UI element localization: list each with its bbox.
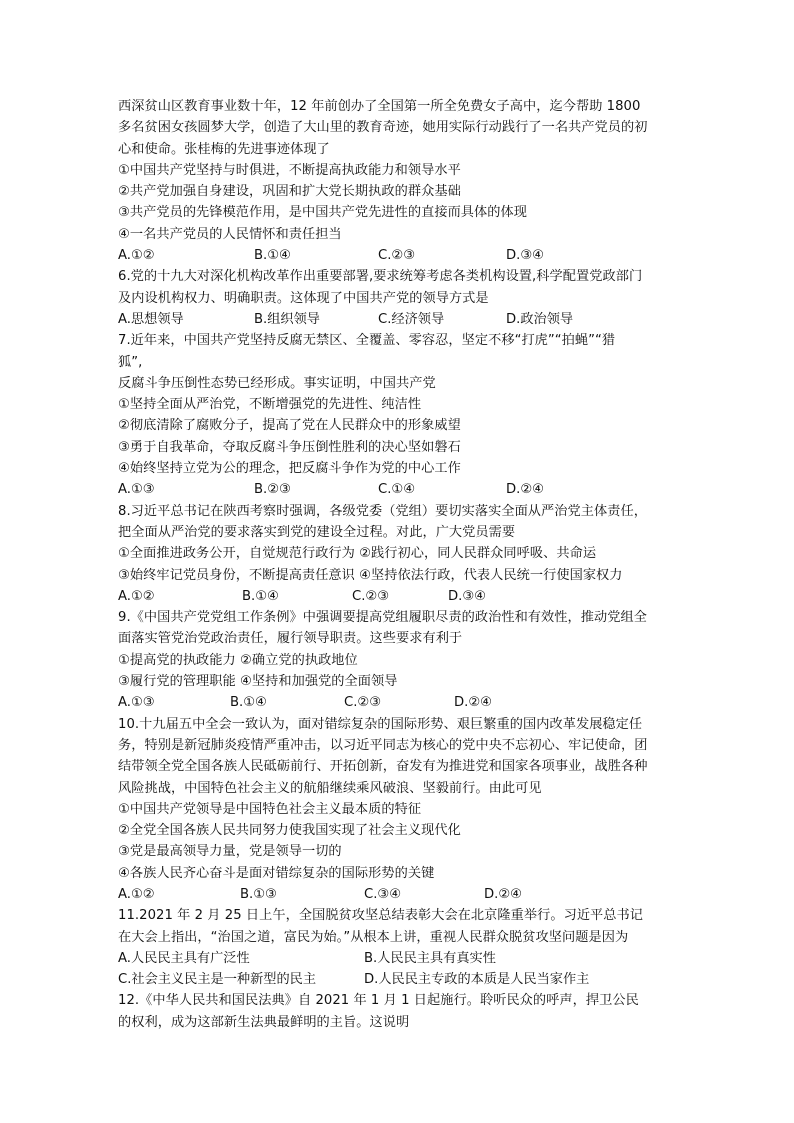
text-line: ②彻底清除了腐败分子，提高了党在人民群众中的形象威望 bbox=[118, 418, 461, 434]
text-line: ③党是最高领导力量，党是领导一切的 bbox=[118, 844, 342, 860]
option: A.思想领导 bbox=[118, 311, 184, 327]
text-line: ②共产党加强自身建设，巩固和扩大党长期执政的群众基础 bbox=[118, 184, 461, 200]
option: A.①③ bbox=[118, 482, 155, 498]
answer-options bbox=[118, 692, 678, 713]
option: C.③④ bbox=[364, 886, 402, 902]
text-line: 把全面从严治党的要求落实到党的建设全过程。对此，广大党员需要 bbox=[118, 524, 516, 540]
text-line: 的权利，成为这部新生法典最鲜明的主旨。这说明 bbox=[118, 1014, 410, 1030]
answer-options bbox=[118, 884, 678, 905]
text-line: 反腐斗争压倒性态势已经形成。事实证明，中国共产党 bbox=[118, 375, 436, 391]
option: D.②④ bbox=[484, 886, 522, 902]
option: A.①② bbox=[118, 886, 155, 902]
answer-options bbox=[118, 245, 678, 266]
option: B.②③ bbox=[254, 482, 291, 498]
question-11: 11.2021 年 2 月 25 日上午，全国脱贫攻坚总结表彰大会在北京隆重举行。习近平总书记 bbox=[118, 908, 644, 924]
text-line: ①坚持全面从严治党，不断增强党的先进性、纯洁性 bbox=[118, 397, 422, 413]
option: B.①④ bbox=[254, 248, 291, 264]
option: D.政治领导 bbox=[506, 311, 574, 327]
option: B.①④ bbox=[230, 695, 267, 711]
text-line: 及内设机构权力、明确职责。这体现了中国共产党的领导方式是 bbox=[118, 290, 489, 306]
text-line: ④一名共产党员的人民情怀和责任担当 bbox=[118, 226, 342, 242]
text-line: ③始终牢记党员身份，不断提高责任意识 ④坚持依法行政，代表人民统一行使国家权力 bbox=[118, 567, 623, 583]
option: A.①③ bbox=[118, 695, 155, 711]
text-line: 西深贫山区教育事业数十年，12 年前创办了全国第一所全免费女子高中，迄今帮助 1800 bbox=[118, 99, 641, 114]
option: D.人民民主专政的本质是人民当家作主 bbox=[364, 972, 590, 988]
text-line: 面落实管党治党政治责任，履行领导职责。这些要求有利于 bbox=[118, 631, 463, 647]
exam-page bbox=[118, 96, 678, 1033]
text-line: ①全面推进政务公开，自觉规范行政行为 ②践行初心，同人民群众同呼吸、共命运 bbox=[118, 546, 597, 562]
text-line: 务，特别是新冠肺炎疫情严重冲击，以习近平同志为核心的党中央不忘初心、牢记使命，团 bbox=[118, 737, 648, 753]
option: D.③④ bbox=[448, 588, 486, 604]
option: B.①③ bbox=[240, 886, 277, 902]
answer-options bbox=[118, 479, 678, 500]
text-line: 在大会上指出，“治国之道，富民为始。”从根本上讲，重视人民群众脱贫攻坚问题是因为 bbox=[118, 929, 629, 945]
option: A.①② bbox=[118, 588, 155, 604]
answer-options bbox=[118, 969, 678, 990]
text-line: 结带领全党全国各族人民砥砺前行、开拓创新，奋发有为推进党和国家各项事业，战胜各种 bbox=[118, 759, 648, 775]
text-line: 风险挑战，中国特色社会主义的航船继续乘风破浪、坚毅前行。由此可见 bbox=[118, 780, 542, 796]
question-9: 9.《中国共产党党组工作条例》中强调要提高党组履职尽责的政治性和有效性，推动党组全 bbox=[118, 610, 647, 626]
question-8: 8.习近平总书记在陕西考察时强调，各级党委（党组）要切实落实全面从严治党主体责任， bbox=[118, 503, 647, 519]
option: C.①④ bbox=[378, 482, 416, 498]
option: A.①② bbox=[118, 248, 155, 264]
option: D.②④ bbox=[506, 482, 544, 498]
text-line: ①中国共产党领导是中国特色社会主义最本质的特征 bbox=[118, 801, 422, 817]
option: B.人民民主具有真实性 bbox=[364, 950, 496, 966]
text-line: ②全党全国各族人民共同努力使我国实现了社会主义现代化 bbox=[118, 823, 461, 839]
text-line: ③共产党员的先锋模范作用，是中国共产党先进性的直接而具体的体现 bbox=[118, 205, 527, 221]
answer-options bbox=[118, 586, 678, 607]
option: B.①④ bbox=[242, 588, 279, 604]
question-6: 6.党的十九大对深化机构改革作出重要部署,要求统筹考虑各类机构设置,科学配置党政部门 bbox=[118, 269, 643, 285]
answer-options bbox=[118, 948, 678, 969]
question-7: 7.近年来，中国共产党坚持反腐无禁区、全覆盖、零容忍，坚定不移“打虎”“拍蝇”“猎 bbox=[118, 333, 616, 349]
option: C.②③ bbox=[352, 588, 390, 604]
option: C.②③ bbox=[378, 248, 416, 264]
text-line: 狐”, bbox=[118, 354, 143, 370]
option: A.人民民主具有广泛性 bbox=[118, 950, 250, 966]
text-line: 多名贫困女孩圆梦大学，创造了大山里的教育奇迹，她用实际行动践行了一名共产党员的初 bbox=[118, 120, 648, 136]
option: C.经济领导 bbox=[378, 311, 445, 327]
text-line: 心和使命。张桂梅的先进事迹体现了 bbox=[118, 141, 330, 157]
option: C.社会主义民主是一种新型的民主 bbox=[118, 972, 317, 988]
question-12: 12.《中华人民共和国民法典》自 2021 年 1 月 1 日起施行。聆听民众的呼声，捍卫公民 bbox=[118, 993, 639, 1009]
option: D.②④ bbox=[454, 695, 492, 711]
question-10: 10.十九届五中全会一致认为，面对错综复杂的国际形势、艰巨繁重的国内改革发展稳定任 bbox=[118, 716, 643, 732]
text-line: ①中国共产党坚持与时俱进，不断提高执政能力和领导水平 bbox=[118, 162, 461, 178]
option: C.②③ bbox=[344, 695, 382, 711]
text-line: ③勇于自我革命，夺取反腐斗争压倒性胜利的决心坚如磐石 bbox=[118, 439, 461, 455]
text-line: ①提高党的执政能力 ②确立党的执政地位 bbox=[118, 652, 358, 668]
text-line: ④始终坚持立党为公的理念，把反腐斗争作为党的中心工作 bbox=[118, 461, 461, 477]
option: D.③④ bbox=[506, 248, 544, 264]
text-line: ③履行党的管理职能 ④坚持和加强党的全面领导 bbox=[118, 674, 398, 690]
option: B.组织领导 bbox=[254, 311, 320, 327]
text-line: ④各族人民齐心奋斗是面对错综复杂的国际形势的关键 bbox=[118, 865, 435, 881]
answer-options bbox=[118, 309, 678, 330]
